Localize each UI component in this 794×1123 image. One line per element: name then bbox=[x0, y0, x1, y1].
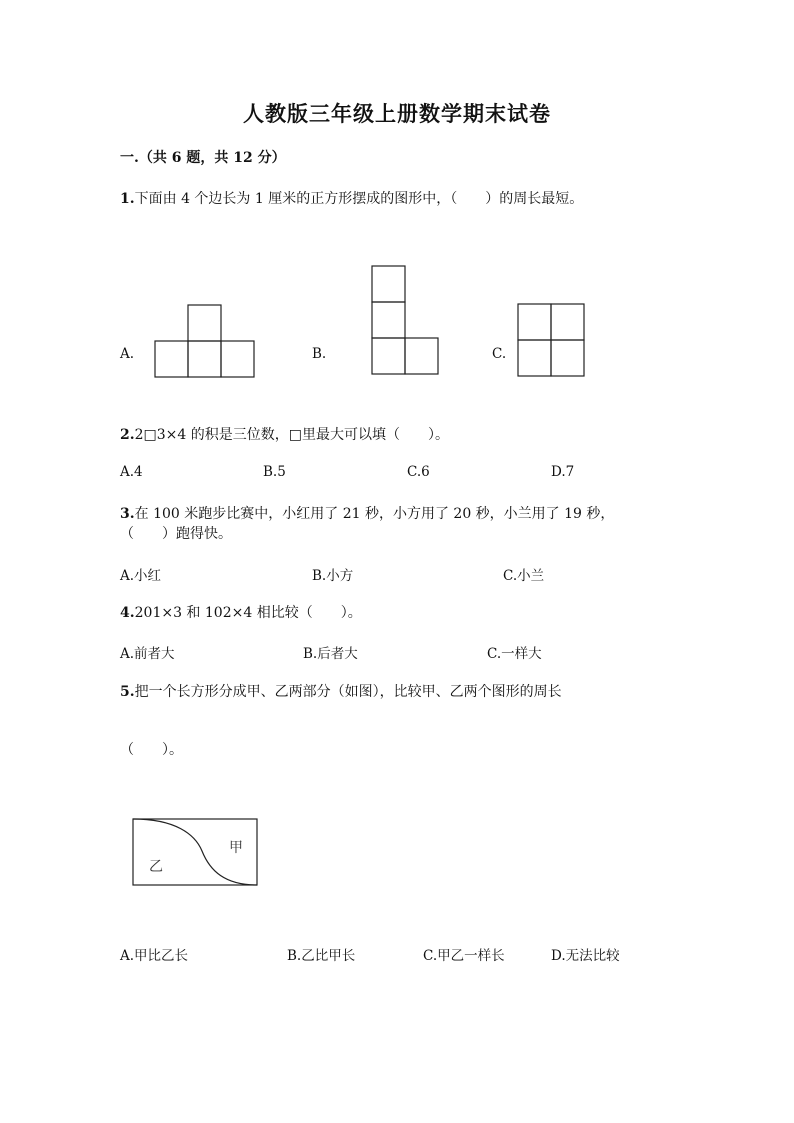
option-a-label: A. bbox=[120, 346, 135, 362]
question-5-line-2: （ ）。 bbox=[120, 742, 183, 758]
question-5 bbox=[120, 681, 562, 701]
option-a: A.甲比乙长 bbox=[120, 948, 189, 964]
figure-b-l-shape bbox=[368, 262, 443, 378]
question-text: 把一个长方形分成甲、乙两部分（如图），比较甲、乙两个图形的周长 bbox=[134, 684, 562, 700]
question-text: 下面由 4 个边长为 1 厘米的正方形摆成的图形中，（ ）的周长最短。 bbox=[134, 191, 584, 207]
option-c: C.小兰 bbox=[503, 568, 545, 584]
question-number: 3. bbox=[120, 506, 135, 522]
option-c-label: C. bbox=[492, 346, 507, 362]
option-b: B.后者大 bbox=[303, 646, 358, 662]
option-d: D.无法比较 bbox=[551, 948, 620, 964]
question-text: 2□3×4 的积是三位数，□里最大可以填（ ）。 bbox=[134, 427, 449, 443]
question-number: 4. bbox=[120, 605, 135, 621]
option-c: C.一样大 bbox=[487, 646, 542, 662]
figure-divided-rectangle bbox=[130, 816, 262, 890]
option-b: B.小方 bbox=[312, 568, 354, 584]
question-text: 201×3 和 102×4 相比较（ ）。 bbox=[134, 605, 362, 621]
figure-a-t-shape bbox=[150, 300, 260, 380]
question-number: 5. bbox=[120, 684, 135, 700]
label-yi: 乙 bbox=[149, 859, 163, 875]
section-heading: 一.（共 6 题，共 12 分） bbox=[120, 150, 286, 166]
label-jia: 甲 bbox=[229, 840, 243, 856]
option-a: A.小红 bbox=[120, 568, 162, 584]
question-4 bbox=[120, 602, 362, 622]
option-d: D.7 bbox=[551, 464, 575, 480]
option-a: A.前者大 bbox=[120, 646, 175, 662]
question-text: 在 100 米跑步比赛中，小红用了 21 秒，小方用了 20 秒，小兰用了 19 秒， bbox=[134, 506, 615, 522]
question-number: 1. bbox=[120, 191, 135, 207]
question-number: 2. bbox=[120, 427, 135, 443]
question-1 bbox=[120, 188, 583, 208]
option-b: B.5 bbox=[263, 464, 286, 480]
option-a: A.4 bbox=[120, 464, 143, 480]
option-c: C.6 bbox=[407, 464, 430, 480]
question-2 bbox=[120, 424, 449, 444]
question-3-line-2: （ ）跑得快。 bbox=[120, 526, 232, 542]
figure-c-square bbox=[514, 300, 588, 380]
option-b: B.乙比甲长 bbox=[287, 948, 356, 964]
question-3 bbox=[120, 503, 614, 523]
option-c: C.甲乙一样长 bbox=[423, 948, 505, 964]
page-title: 人教版三年级上册数学期末试卷 bbox=[243, 101, 551, 126]
option-b-label: B. bbox=[312, 346, 327, 362]
